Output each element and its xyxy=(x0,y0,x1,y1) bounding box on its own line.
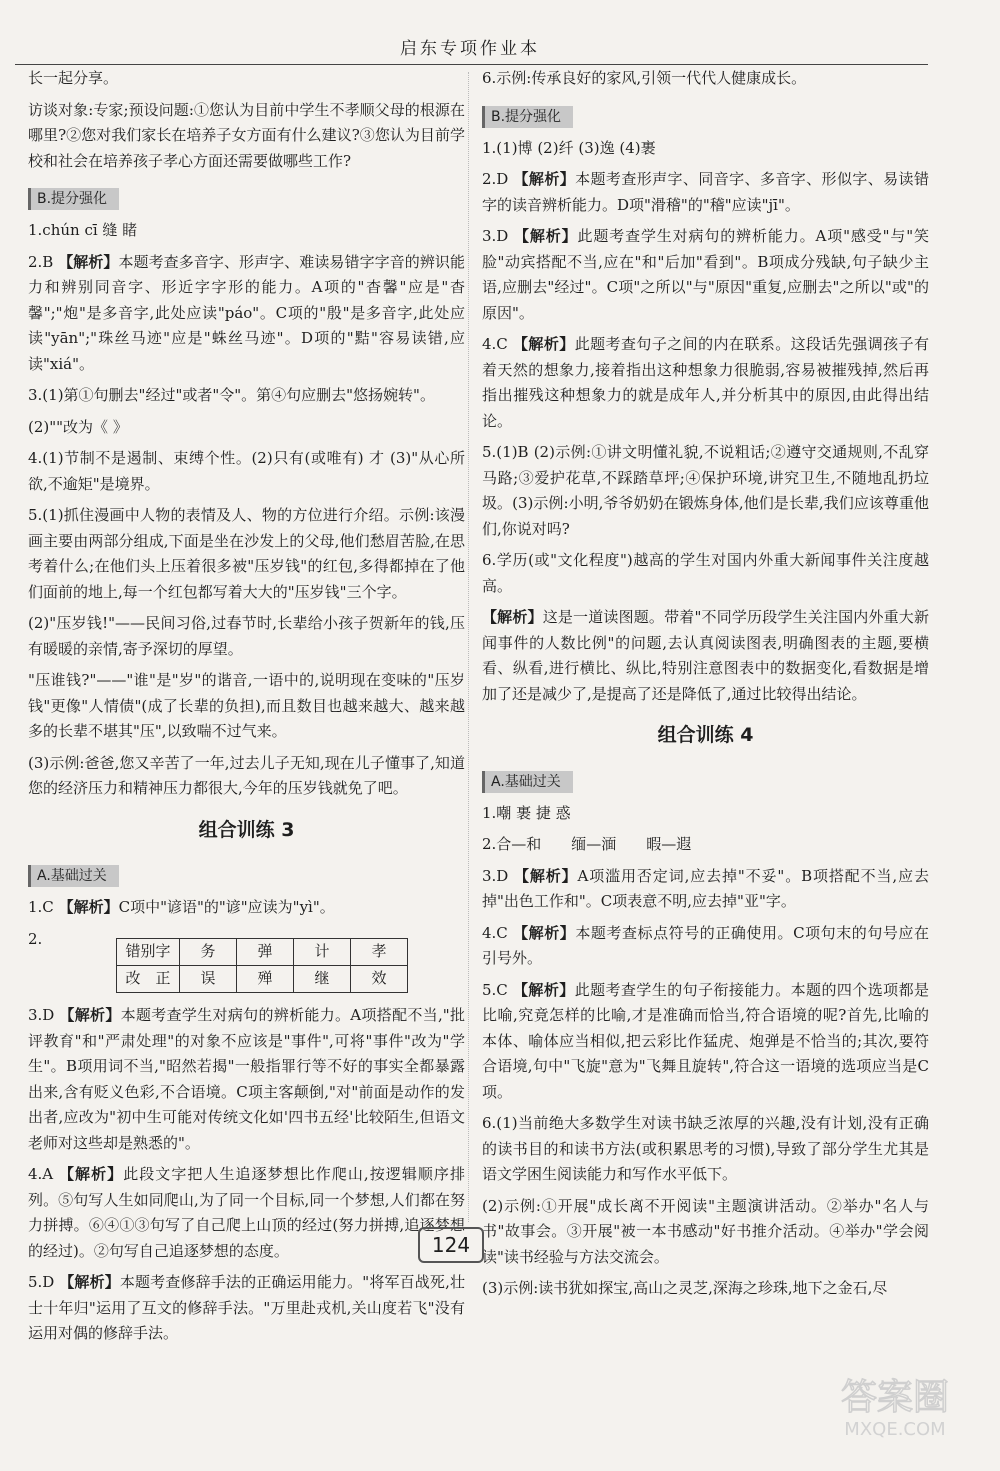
answer-1: 1.(1)博 (2)纤 (3)逸 (4)裹 xyxy=(482,138,656,157)
column-divider xyxy=(468,72,469,1222)
section-badge-a: A.基础过关 xyxy=(482,771,573,793)
s4-answer-3: 3.D 【解析】A项滥用否定词,应去掉"不妥"。B项搭配不当,应去掉"出色工作和"。C项表意不明,应去掉"亚"字。 xyxy=(482,866,929,910)
section-badge-a: A.基础过关 xyxy=(28,865,119,887)
text-line: 长一起分享。 xyxy=(28,69,119,87)
section-title-3: 组合训练 3 xyxy=(198,818,295,841)
answer-5c: "压谁钱?"——"谁"是"岁"的谐音,一语中的,说明现在变味的"压岁钱"更像"人情债"(成了长辈的负担),而且数目也越来越大、越来越多的长辈不堪其"压",以致喘不过气来。 xyxy=(28,671,465,740)
answer-4: 4.(1)节制不是遏制、束缚个性。(2)只有(或唯有) 才 (3)"从心所欲,不逾矩"是境界。 xyxy=(28,449,465,493)
table-cell: 孝 xyxy=(351,939,408,966)
answer-5: 5.(1)B (2)示例:①讲文明懂礼貌,不说粗话;②遵守交通规则,不乱穿马路;③爱护花草,不踩踏草坪;④保护环境,讲究卫生,不随地乱扔垃圾。(3)示例:小明,爷爷奶奶在锻炼身体,他们是长辈,我们应该尊重他们,你说对吗? xyxy=(482,443,929,538)
typo-correction-table xyxy=(116,938,408,993)
answer-2: 2.B 【解析】本题考查多音字、形声字、难读易错字字音的辨识能力和辨别同音字、形近字字形的能力。A项的"杳馨"应是"杳馨";"炮"是多音字,此处应读"páo"。C项的"殷"是多音字,此处应读"yān";"珠丝马迹"应是"蛛丝马迹"。D项的"黠"容易读错,应读"xiá"。 xyxy=(28,252,465,373)
s4-answer-6b: (2)示例:①开展"成长离不开阅读"主题演讲活动。②举办"名人与书"故事会。③开展"被一本书感动"好书推介活动。④举办"学会阅读"读书经验与方法交流会。 xyxy=(482,1196,929,1266)
watermark-logo xyxy=(820,1371,970,1441)
interview-paragraph: 访谈对象:专家;预设问题:①您认为目前中学生不孝顺父母的根源在哪里?②您对我们家长在培养子女方面有什么建议?③您认为目前学校和社会在培养孩子孝心方面还需要做哪些工作? xyxy=(28,100,465,170)
answer-3a: 3.(1)第①句删去"经过"或者"令"。第④句应删去"悠扬婉转"。 xyxy=(28,386,435,404)
s4-answer-6a: 6.(1)当前绝大多数学生对读书缺乏浓厚的兴趣,没有计划,没有正确的读书目的和读书方法(或积累思考的习惯),导致了部分学生尤其是语文学困生阅读能力和写作水平低下。 xyxy=(482,1114,929,1183)
answer-5a: 5.(1)抓住漫画中人物的表情及人、物的方位进行介绍。示例:该漫画主要由两部分组成,下面是坐在沙发上的父母,他们愁眉苦脸,在思考着什么;在他们头上压着很多被"压岁钱"的红包,多得都掉在了他们面前的地上,每一个红包都写着大大的"压岁钱"三个字。 xyxy=(28,506,465,601)
header-rule xyxy=(15,64,928,65)
table-cell: 错别字 xyxy=(117,939,180,966)
answer-4: 4.C 【解析】此题考查句子之间的内在联系。这段话先强调孩子有着天然的想象力,接着指出这种想象力很脆弱,容易被摧残掉,然后再指出摧残这种想象力的就是成年人,并分析其中的原因,由此得出结论。 xyxy=(482,335,929,430)
answer-3: 3.D 【解析】此题考查学生对病句的辨析能力。A项"感受"与"笑脸"动宾搭配不当,应在"和"后加"看到"。B项成分残缺,句子缺少主语,应删去"经过"。C项"之所以"与"原因"重复,应删去"之所以"或"的原因"。 xyxy=(482,227,929,322)
s3-answer-3: 3.D 【解析】本题考查学生对病句的辨析能力。A项搭配不当,"批评教育"和"严肃处理"的对象不应该是"事件",可将"事件"改为"学生"。B项用词不当,"昭然若揭"一般指罪行等不好的事实全都暴露出来,含有贬义色彩,不合语境。C项主客颠倒,"对"前面是动作的发出者,应改为"初中生可能对传统文化如'四书五经'比较陌生,但语文老师对这些却是熟悉的"。 xyxy=(28,1006,465,1152)
answer-6b: 6.学历(或"文化程度")越高的学生对国内外重大新闻事件关注度越高。 xyxy=(482,551,929,595)
answer-2: 2.D 【解析】本题考查形声字、同音字、多音字、形似字、易读错字的读音辨析能力。D项"滑稽"的"稽"应读"jī"。 xyxy=(482,170,929,214)
s4-answer-2: 2.合—和 缅—湎 暇—遐 xyxy=(482,835,692,853)
answer-6: 6.示例:传承良好的家风,引领一代代人健康成长。 xyxy=(482,69,807,87)
s4-answer-5: 5.C 【解析】此题考查学生的句子衔接能力。本题的四个选项都是比喻,究竟怎样的比喻,才是准确而恰当,符合语境的呢?首先,比喻的本体、喻体应当相似,把云彩比作猛虎、炮弹是不恰当的;其次,要符合语境,句中"飞旋"意为"飞舞且旋转",符合这一语境的选项应当是C项。 xyxy=(482,980,929,1101)
answer-3b: (2)""改为《 》 xyxy=(28,417,128,436)
table-cell: 继 xyxy=(294,966,351,993)
table-cell: 误 xyxy=(180,966,237,993)
table-cell: 务 xyxy=(180,939,237,966)
answer-5d: (3)示例:爸爸,您又辛苦了一年,过去儿子无知,现在儿子懂事了,知道您的经济压力和精神压力都很大,今年的压岁钱就免了吧。 xyxy=(28,753,465,797)
s3-answer-4: 4.A 【解析】此段文字把人生追逐梦想比作爬山,按逻辑顺序排列。⑤句写人生如同爬山,为了同一个目标,同一个梦想,人们都在努力拼搏。⑥④①③句写了自己爬上山顶的经过(努力拼搏,追逐梦想的经过)。②句写自己追逐梦想的态度。 xyxy=(28,1165,465,1260)
table-cell: 计 xyxy=(294,939,351,966)
s3-answer-5: 5.D 【解析】本题考查修辞手法的正确运用能力。"将军百战死,壮士十年归"运用了互文的修辞手法。"万里赴戎机,关山度若飞"没有运用对偶的修辞手法。 xyxy=(28,1273,465,1342)
table-cell: 殚 xyxy=(237,966,294,993)
answer-6b-analysis: 【解析】这是一道读图题。带着"不同学历段学生关注国内外重大新闻事件的人数比例"的问题,去认真阅读图表,明确图表的主题,要横看、纵看,进行横比、纵比,特别注意图表中的数据变化,看数据是增加了还是减少了,是提高了还是降低了,通过比较得出结论。 xyxy=(482,608,929,703)
right-column xyxy=(482,66,929,1308)
section-title-4: 组合训练 4 xyxy=(657,724,754,746)
s4-answer-1: 1.嘲 裹 捷 惑 xyxy=(482,803,571,822)
left-column xyxy=(28,66,465,1353)
running-header-title: 启东专项作业本 xyxy=(400,39,540,59)
page-number: 124 xyxy=(418,1227,484,1263)
table-cell: 改 正 xyxy=(117,966,180,993)
table-cell: 弹 xyxy=(237,939,294,966)
table-row xyxy=(117,966,408,993)
section-badge-b: B.提分强化 xyxy=(28,188,119,210)
s4-answer-4: 4.C 【解析】本题考查标点符号的正确使用。C项句末的句号应在引号外。 xyxy=(482,923,929,967)
s3-answer-2: 2. xyxy=(28,929,43,948)
table-row xyxy=(117,939,408,966)
section-badge-b: B.提分强化 xyxy=(482,106,573,128)
watermark-url: MXQE.COM xyxy=(844,1419,946,1440)
answer-1: 1.chún cī 缝 睹 xyxy=(28,221,138,239)
table-cell: 效 xyxy=(351,966,408,993)
s4-answer-6c: (3)示例:读书犹如探宝,高山之灵芝,深海之珍珠,地下之金石,尽 xyxy=(482,1279,888,1297)
answer-5b: (2)"压岁钱!"——民间习俗,过春节时,长辈给小孩子贺新年的钱,压有暖暖的亲情,寄予深切的厚望。 xyxy=(28,614,465,658)
s3-answer-1: 1.C 【解析】C项中"谚语"的"谚"应读为"yì"。 xyxy=(28,898,335,916)
watermark-text: 答案圈 xyxy=(840,1377,950,1418)
